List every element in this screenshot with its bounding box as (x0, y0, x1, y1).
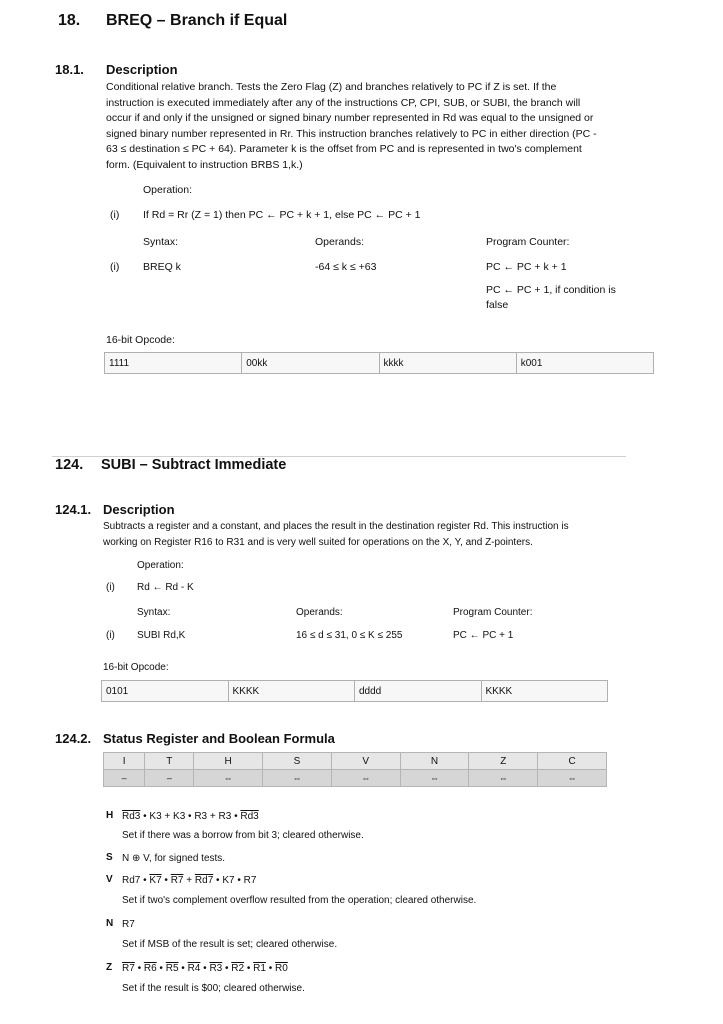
formula-term: • K3 + K3 • R3 + R3 • (140, 811, 241, 822)
formula-term: R5 (165, 963, 179, 974)
sr-flag-header: C (538, 753, 607, 770)
formula-term: R4 (187, 963, 201, 974)
z-flag-label: Z (106, 962, 113, 973)
opcode-cell: 1111 (105, 353, 242, 374)
formula-sep: • (265, 963, 276, 974)
sr-flag-header: V (331, 753, 400, 770)
breq-syntax-label: Syntax: (143, 236, 179, 248)
opcode-cell: kkkk (379, 353, 516, 374)
z-flag-formula (122, 962, 288, 976)
h-flag-label: H (106, 810, 114, 821)
formula-sep: • (222, 963, 232, 974)
sr-flag-value: ⇔ (400, 770, 469, 787)
subi-desc-line: working on Register R16 to R31 and is very well suited for operations on the X, Y, and Z-pointers. (103, 537, 533, 548)
sr-flag-value: – (145, 770, 194, 787)
breq-operands: -64 ≤ k ≤ +63 (315, 261, 377, 273)
opcode-cell: dddd (355, 681, 482, 702)
breq-operation: If Rd = Rr (Z = 1) then PC ← PC + k + 1, else PC ← PC + 1 (143, 209, 421, 221)
sr-flag-value: ⇔ (538, 770, 607, 787)
v-flag-formula (122, 874, 256, 888)
breq-desc-heading: Description (106, 62, 178, 77)
breq-title: BREQ – Branch if Equal (106, 12, 288, 29)
breq-section-number: 18. (58, 12, 81, 29)
sr-flag-value: ⇔ (194, 770, 263, 787)
subi-syntax-index: (i) (106, 630, 115, 641)
v-flag-label: V (106, 874, 113, 885)
subi-operation-label: Operation: (137, 560, 184, 571)
n-flag-label: N (106, 918, 114, 929)
sr-flag-header: Z (469, 753, 538, 770)
subi-desc-number: 124.1. (55, 502, 92, 517)
breq-desc-line: 63 ≤ destination ≤ PC + 64). Parameter k is the offset from PC and is represented in two's complement (106, 143, 582, 155)
breq-operation-index: (i) (110, 209, 120, 221)
formula-term: + (183, 875, 195, 886)
subi-operation-index: (i) (106, 582, 115, 593)
n-flag-desc: Set if MSB of the result is set; cleared otherwise. (122, 939, 338, 950)
formula-term: Rd3 (240, 811, 259, 822)
opcode-cell: k001 (516, 353, 653, 374)
subi-sr-number: 124.2. (55, 731, 92, 746)
breq-desc-line: occur if and only if the unsigned or signed binary number represented in Rd was equal to the unsigned or (106, 112, 594, 124)
breq-opcode-table (104, 352, 654, 374)
subi-operands: 16 ≤ d ≤ 31, 0 ≤ K ≤ 255 (296, 630, 403, 641)
subi-sr-heading: Status Register and Boolean Formula (103, 731, 335, 746)
breq-pc-2b: false (486, 299, 509, 311)
subi-pc-label: Program Counter: (453, 607, 533, 618)
s-flag-formula: N ⊕ V, for signed tests. (122, 853, 226, 864)
formula-term: • K7 • R7 (213, 875, 257, 886)
subi-syntax-label: Syntax: (137, 607, 171, 618)
subi-opcode-table (101, 680, 608, 702)
subi-operation: Rd ← Rd - K (137, 582, 194, 593)
sr-flag-value: – (104, 770, 145, 787)
formula-term: R7 (170, 875, 184, 886)
formula-term: Rd7 (194, 875, 214, 886)
subi-description (103, 519, 663, 551)
subi-opcode-label: 16-bit Opcode: (103, 662, 169, 673)
formula-term: K7 (149, 875, 162, 886)
opcode-cell: 00kk (242, 353, 379, 374)
sr-flag-header: S (263, 753, 332, 770)
breq-syntax-index: (i) (110, 261, 120, 273)
formula-term: Rd3 (122, 811, 141, 822)
v-flag-desc: Set if two's complement overflow resulted from the operation; cleared otherwise. (122, 895, 477, 906)
formula-sep: • (134, 963, 144, 974)
breq-desc-line: Conditional relative branch. Tests the Zero Flag (Z) and branches relatively to PC if Z is set. If the (106, 81, 557, 93)
breq-operands-label: Operands: (315, 236, 365, 248)
breq-pc-2a: PC ← PC + 1, if condition is (486, 284, 616, 296)
n-flag-formula: R7 (122, 919, 135, 930)
breq-desc-line: signed binary number represented in Rr. This instruction branches relatively to PC in either direction (PC - (106, 127, 597, 140)
formula-term: • (161, 875, 171, 886)
sr-flag-value: ⇔ (331, 770, 400, 787)
z-flag-desc: Set if the result is $00; cleared otherwise. (122, 983, 305, 994)
subi-desc-heading: Description (103, 502, 175, 517)
formula-term: Rd7 • (122, 875, 150, 886)
breq-syntax: BREQ k (143, 261, 181, 273)
breq-description (106, 80, 666, 173)
opcode-cell: 0101 (102, 681, 229, 702)
formula-term: R7 (122, 963, 135, 974)
formula-sep: • (156, 963, 166, 974)
formula-term: R3 (209, 963, 223, 974)
formula-term: R1 (253, 963, 266, 974)
breq-operation-label: Operation: (143, 184, 193, 196)
h-flag-desc: Set if there was a borrow from bit 3; cleared otherwise. (122, 830, 364, 841)
subi-syntax: SUBI Rd,K (137, 630, 186, 641)
formula-sep: • (244, 963, 254, 974)
breq-desc-line: instruction is executed immediately after any of the instructions CP, CPI, SUB, or SUBI, the branch will (106, 96, 581, 109)
sr-flag-value: ⇔ (263, 770, 332, 787)
subi-desc-line: Subtracts a register and a constant, and places the result in the destination register Rd. This instruction is (103, 521, 569, 532)
formula-term: R6 (143, 963, 157, 974)
status-register-table (103, 752, 607, 787)
formula-term: R2 (231, 963, 245, 974)
breq-pc-1: PC ← PC + k + 1 (486, 261, 567, 273)
subi-title: SUBI – Subtract Immediate (101, 457, 287, 473)
sr-flag-header: T (145, 753, 194, 770)
sr-flag-value: ⇔ (469, 770, 538, 787)
sr-flag-header: H (194, 753, 263, 770)
subi-pc-1: PC ← PC + 1 (453, 630, 514, 641)
subi-section-number: 124. (55, 457, 84, 473)
breq-opcode-label: 16-bit Opcode: (106, 334, 175, 346)
subi-operands-label: Operands: (296, 607, 343, 618)
s-flag-label: S (106, 852, 113, 863)
breq-desc-line: form. (Equivalent to instruction BRBS 1,k.) (106, 158, 303, 171)
sr-flag-header: I (104, 753, 145, 770)
sr-flag-header: N (400, 753, 469, 770)
formula-sep: • (178, 963, 188, 974)
h-flag-formula (122, 810, 259, 824)
opcode-cell: KKKK (228, 681, 355, 702)
opcode-cell: KKKK (481, 681, 608, 702)
formula-sep: • (200, 963, 210, 974)
breq-desc-number: 18.1. (55, 62, 84, 77)
formula-term: R0 (275, 963, 288, 974)
breq-pc-label: Program Counter: (486, 236, 570, 248)
